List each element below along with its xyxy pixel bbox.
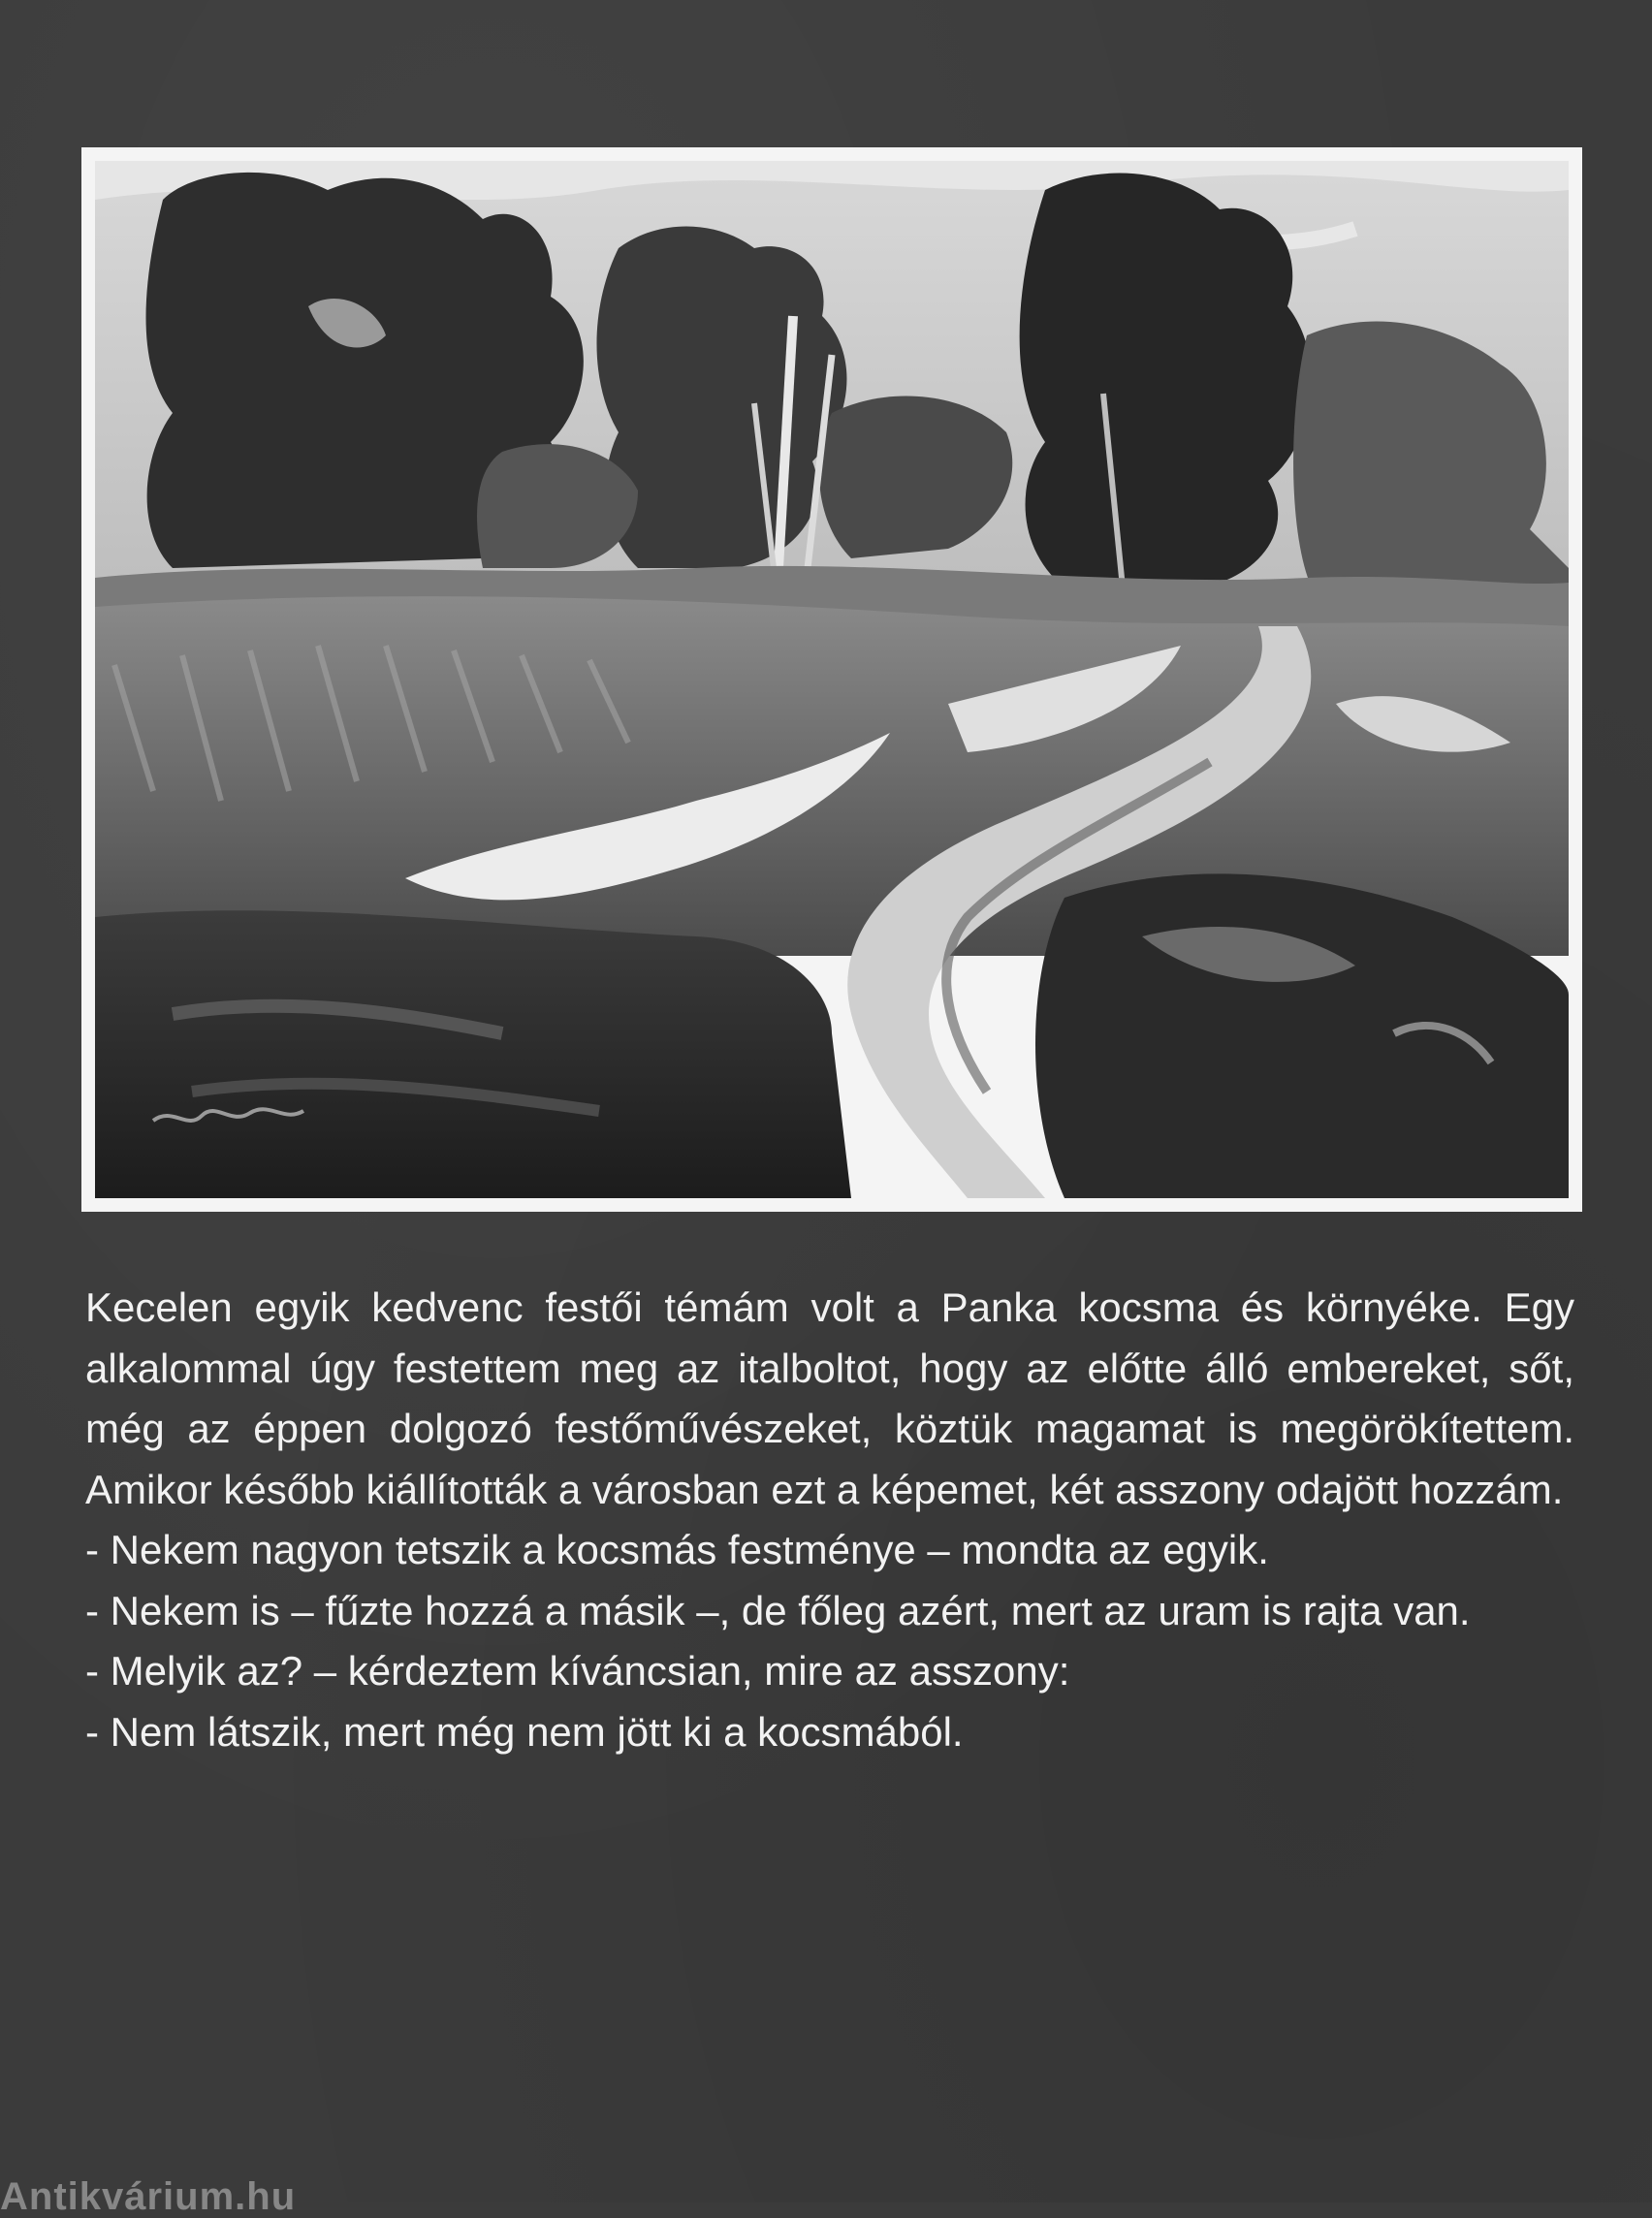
landscape-painting — [95, 161, 1569, 1198]
painting-frame — [81, 147, 1582, 1212]
dialogue-line-1: - Nekem nagyon tetszik a kocsmás festménye – mondta az egyik. — [85, 1527, 1269, 1572]
story-text — [85, 1278, 1574, 1762]
story-paragraph: Kecelen egyik kedvenc festői témám volt a Panka kocsma és környéke. Egy alkalommal úgy festettem meg az italboltot, hogy az előtte álló embereket, sőt, még az éppen dolgozó festőművészeket, köztük magamat is megörökítettem. Amikor később kiállították a városban ezt a képemet, két asszony odajött hozzám. — [85, 1284, 1574, 1512]
watermark: Antikvárium.hu — [0, 2175, 297, 2218]
dialogue-line-3: - Melyik az? – kérdeztem kíváncsian, mire az asszony: — [85, 1648, 1070, 1694]
dialogue-line-2: - Nekem is – fűzte hozzá a másik –, de főleg azért, mert az uram is rajta van. — [85, 1587, 1471, 1633]
dialogue-line-4: - Nem látszik, mert még nem jött ki a kocsmából. — [85, 1708, 964, 1755]
